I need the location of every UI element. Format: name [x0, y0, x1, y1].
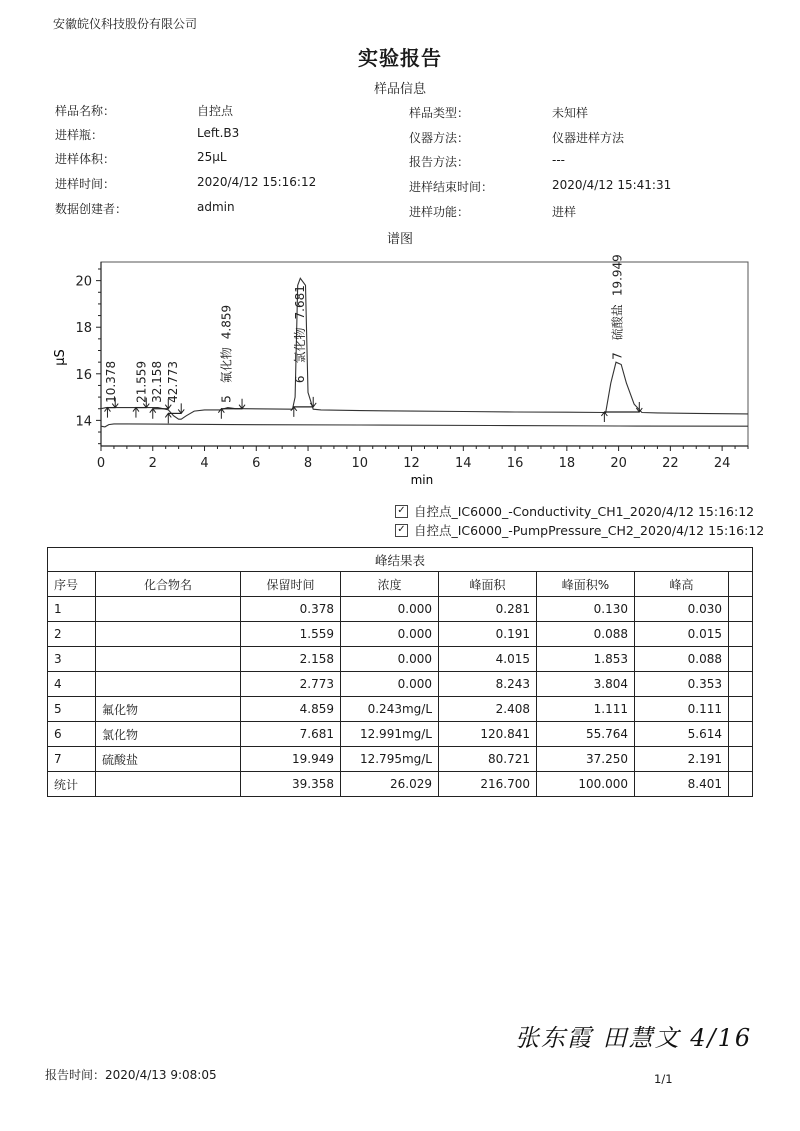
table-cell: 5: [48, 697, 96, 722]
info-label: 进样瓶：: [55, 128, 104, 142]
table-row: [48, 647, 753, 672]
empty-cell: [729, 772, 753, 797]
x-axis: [97, 446, 748, 471]
table-caption: 峰结果表: [48, 548, 753, 572]
x-tick-label: 20: [610, 456, 627, 471]
info-value: 仪器进样方法: [552, 131, 625, 145]
info-value: 2020/4/12 15:41:31: [552, 178, 672, 192]
info-label: 仪器方法：: [409, 131, 470, 145]
peak-number: 4: [165, 395, 180, 403]
empty-cell: [729, 572, 753, 597]
table-cell: 2.773: [241, 672, 341, 697]
legend-item-pump-pressure[interactable]: [395, 521, 764, 539]
table-cell: 0.191: [439, 622, 537, 647]
y-tick-label: 20: [75, 274, 92, 290]
table-cell: 1: [48, 597, 96, 622]
empty-cell: [729, 647, 753, 672]
info-value: 2020/4/12 15:16:12: [197, 175, 317, 189]
peak-label: [150, 361, 164, 403]
peak-label: [166, 361, 180, 403]
column-header: 峰面积%: [537, 572, 635, 597]
table-cell: 55.764: [537, 722, 635, 747]
chromatogram-chart: [0, 250, 800, 495]
table-cell: [96, 622, 241, 647]
x-tick-label: 4: [200, 456, 209, 471]
peak-start-arrow-icon: [165, 413, 171, 423]
peak-name: 氯化物: [292, 327, 307, 364]
table-cell: 0.353: [635, 672, 729, 697]
table-cell: [96, 597, 241, 622]
report-time: 报告时间：2020/4/13 9:08:05: [45, 1068, 217, 1082]
peak-label: [104, 361, 118, 403]
table-total-row: [48, 772, 753, 797]
peak-number: 5: [219, 395, 234, 403]
info-value: 25µL: [197, 150, 227, 164]
peak-name: 硫酸盐: [610, 304, 625, 341]
table-cell: [96, 772, 241, 797]
peak-label: [134, 361, 148, 403]
table-cell: 硫酸盐: [96, 747, 241, 772]
column-header: 峰高: [635, 572, 729, 597]
integration-baselines: [104, 397, 642, 424]
table-cell: 4.859: [241, 697, 341, 722]
report-title: 实验报告: [358, 46, 442, 70]
table-cell: 120.841: [439, 722, 537, 747]
info-label: 进样功能：: [409, 205, 470, 219]
table-cell: 0.000: [341, 647, 439, 672]
column-header: 序号: [48, 572, 96, 597]
table-cell: 0.243mg/L: [341, 697, 439, 722]
peak-retention-time: 19.949: [610, 254, 625, 297]
table-cell: 3.804: [537, 672, 635, 697]
table-cell: 3: [48, 647, 96, 672]
info-label: 进样结束时间：: [409, 180, 494, 194]
x-tick-label: 24: [713, 456, 731, 471]
table-cell: [96, 672, 241, 697]
table-cell: 0.378: [241, 597, 341, 622]
peak-retention-time: 0.378: [103, 360, 118, 396]
legend-label: 自控点_IC6000_-PumpPressure_CH2_2020/4/12 15:16:12: [414, 523, 765, 538]
x-tick-label: 16: [506, 456, 524, 471]
y-tick-label: 14: [75, 414, 92, 430]
table-cell: 2.158: [241, 647, 341, 672]
peak-retention-time: 2.158: [149, 360, 164, 396]
x-tick-label: 8: [303, 456, 313, 471]
table-cell: [96, 647, 241, 672]
plot-frame: [101, 262, 748, 446]
y-tick-label: 18: [75, 321, 92, 337]
info-value: 自控点: [197, 104, 234, 118]
x-tick-label: 12: [403, 456, 420, 471]
column-header: 浓度: [341, 572, 439, 597]
x-tick-label: 14: [455, 456, 472, 471]
info-label: 样品名称：: [55, 104, 116, 118]
x-tick-label: 0: [96, 456, 106, 471]
table-row: [48, 672, 753, 697]
company-name: 安徽皖仪科技股份有限公司: [53, 17, 198, 31]
sample-info-heading: 样品信息: [373, 82, 426, 97]
table-cell: 0.000: [341, 622, 439, 647]
table-cell: 6: [48, 722, 96, 747]
pump-pressure-trace: [101, 424, 748, 427]
series-layer: [101, 278, 748, 427]
table-cell: 39.358: [241, 772, 341, 797]
peak-start-arrow-icon: [291, 407, 297, 417]
table-cell: 1.559: [241, 622, 341, 647]
peak-end-arrow-icon: [178, 403, 184, 413]
peak-label: [219, 305, 234, 403]
legend-item-conductivity[interactable]: [395, 502, 754, 520]
empty-cell: [729, 622, 753, 647]
peak-retention-time: 4.859: [219, 304, 234, 340]
x-tick-label: 18: [558, 456, 576, 471]
table-cell: 氟化物: [96, 697, 241, 722]
table-cell: 37.250: [537, 747, 635, 772]
handwritten-signatures: 张东霞 田慧文 4/16: [515, 1024, 753, 1052]
x-tick-label: 22: [662, 456, 679, 471]
table-cell: 氯化物: [96, 722, 241, 747]
peak-number: 1: [103, 395, 118, 403]
peak-end-arrow-icon: [239, 399, 245, 409]
table-cell: 80.721: [439, 747, 537, 772]
info-label: 进样时间：: [55, 177, 116, 191]
table-cell: 7: [48, 747, 96, 772]
table-cell: 12.795mg/L: [341, 747, 439, 772]
peak-annotations: [104, 254, 624, 403]
table-cell: 2.191: [635, 747, 729, 772]
table-cell: 26.029: [341, 772, 439, 797]
empty-cell: [729, 747, 753, 772]
table-cell: 8.401: [635, 772, 729, 797]
info-value: 未知样: [552, 106, 589, 120]
table-cell: 0.111: [635, 697, 729, 722]
peak-retention-time: 7.681: [292, 285, 307, 320]
y-tick-label: 16: [75, 367, 92, 383]
table-cell: 0.088: [635, 647, 729, 672]
table-body: [48, 597, 753, 797]
page-number: 1/1: [654, 1072, 673, 1086]
peak-retention-time: 1.559: [134, 360, 149, 396]
table-cell: 统计: [48, 772, 96, 797]
table-cell: 100.000: [537, 772, 635, 797]
x-tick-label: 2: [148, 456, 157, 471]
table-row: [48, 722, 753, 747]
table-cell: 12.991mg/L: [341, 722, 439, 747]
peak-start-arrow-icon: [150, 409, 156, 419]
table-header-row: [48, 572, 753, 597]
info-value: 进样: [552, 205, 577, 219]
y-axis-label: µS: [53, 349, 68, 366]
peak-start-arrow-icon: [104, 408, 110, 418]
table-row: [48, 597, 753, 622]
checkbox-checked-icon[interactable]: ✓: [395, 505, 408, 518]
table-cell: 0.130: [537, 597, 635, 622]
column-header: 化合物名: [96, 572, 241, 597]
info-value: admin: [197, 200, 235, 214]
peak-retention-time: 2.773: [165, 360, 180, 396]
table-cell: 4.015: [439, 647, 537, 672]
table-caption-row: [48, 548, 753, 572]
empty-cell: [729, 672, 753, 697]
empty-cell: [729, 597, 753, 622]
peak-number: 6: [292, 375, 307, 384]
table-cell: 0.281: [439, 597, 537, 622]
table-cell: 8.243: [439, 672, 537, 697]
peak-label: [609, 254, 624, 360]
column-header: 保留时间: [241, 572, 341, 597]
y-axis: [75, 262, 101, 446]
empty-cell: [729, 697, 753, 722]
table-cell: 0.030: [635, 597, 729, 622]
table-cell: 7.681: [241, 722, 341, 747]
peak-label: [292, 285, 307, 383]
conductivity-trace: [101, 278, 748, 419]
peak-number: 7: [610, 352, 625, 360]
checkbox-checked-icon[interactable]: ✓: [395, 524, 408, 537]
empty-cell: [729, 722, 753, 747]
peak-name: 氟化物: [219, 347, 234, 384]
info-label: 数据创建者：: [55, 202, 128, 216]
table-cell: 5.614: [635, 722, 729, 747]
x-axis-label: min: [410, 473, 434, 487]
info-label: 报告方法：: [409, 155, 470, 169]
legend-label: 自控点_IC6000_-Conductivity_CH1_2020/4/12 15:16:12: [414, 504, 755, 519]
table-cell: 1.853: [537, 647, 635, 672]
table-cell: 216.700: [439, 772, 537, 797]
table-cell: 0.088: [537, 622, 635, 647]
table-cell: 19.949: [241, 747, 341, 772]
table-row: [48, 697, 753, 722]
info-label: 样品类型：: [409, 106, 470, 120]
table-cell: 4: [48, 672, 96, 697]
table-row: [48, 747, 753, 772]
table-cell: 0.015: [635, 622, 729, 647]
info-value: ---: [552, 153, 565, 167]
table-cell: 0.000: [341, 672, 439, 697]
x-tick-label: 10: [351, 456, 369, 471]
table-cell: 1.111: [537, 697, 635, 722]
peak-results-table: [47, 547, 753, 797]
table-cell: 2: [48, 622, 96, 647]
table-cell: 2.408: [439, 697, 537, 722]
peak-number: 3: [149, 395, 164, 403]
x-tick-label: 6: [252, 456, 261, 471]
table-cell: 0.000: [341, 597, 439, 622]
column-header: 峰面积: [439, 572, 537, 597]
info-value: Left.B3: [197, 126, 240, 140]
peak-number: 2: [134, 395, 149, 403]
table-row: [48, 622, 753, 647]
chromatogram-heading: 谱图: [386, 232, 413, 247]
peak-start-arrow-icon: [133, 408, 139, 418]
info-label: 进样体积：: [55, 152, 116, 166]
peak-start-arrow-icon: [601, 412, 607, 422]
